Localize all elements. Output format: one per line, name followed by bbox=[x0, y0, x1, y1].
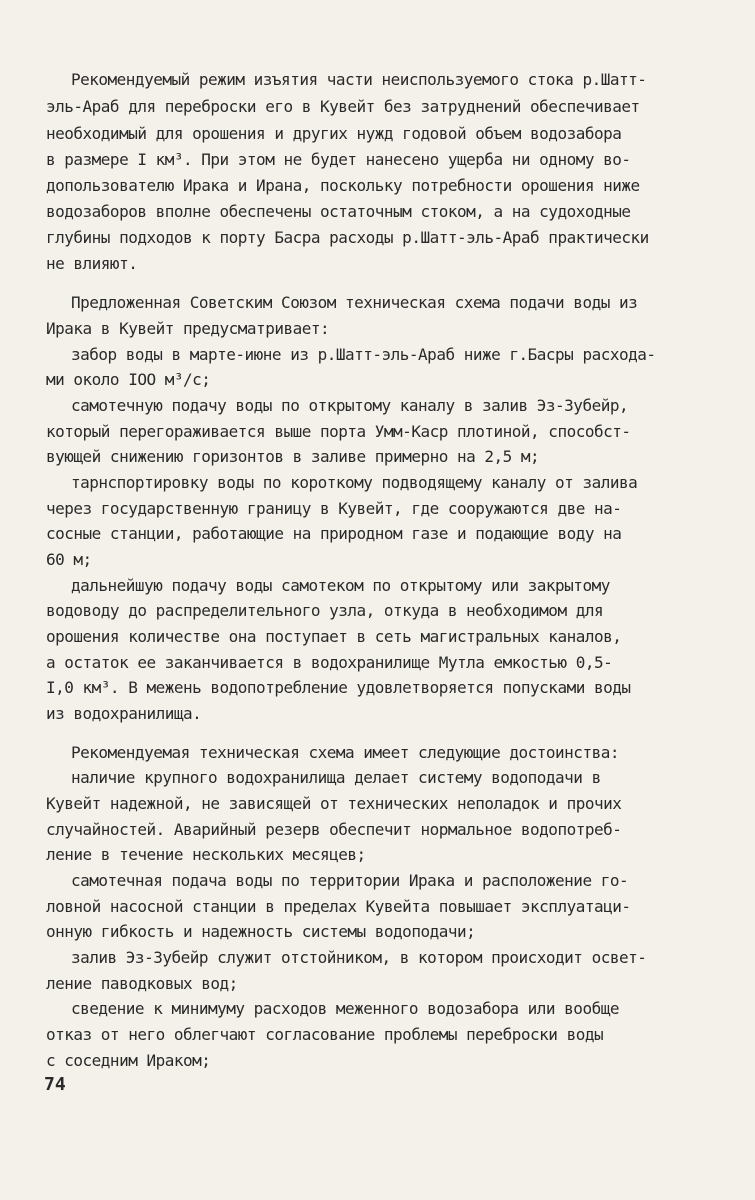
text-line: самотечную подачу воды по открытому каналу в залив Эз-Зубейр, bbox=[71, 396, 629, 415]
text-line: I,0 км³. В межень водопотребление удовлетворяется попусками воды bbox=[46, 678, 631, 697]
text-line: вующей снижению горизонтов в заливе примерно на 2,5 м; bbox=[46, 447, 540, 466]
text-line: Рекомендуемая техническая схема имеет следующие достоинства: bbox=[71, 743, 619, 762]
text-line: который перегораживается выше порта Умм-Каср плотиной, способст- bbox=[46, 422, 631, 441]
text-line: ление в течение нескольких месяцев; bbox=[46, 845, 366, 864]
text-line: Рекомендуемый режим изъятия части неиспользуемого стока р.Шатт- bbox=[71, 70, 647, 89]
page-number: 74 bbox=[44, 1074, 66, 1095]
text-line: ление паводковых вод; bbox=[46, 974, 238, 993]
text-line: орошения количестве она поступает в сеть магистральных каналов, bbox=[46, 627, 622, 646]
text-line: самотечная подача воды по территории Ирака и расположение го- bbox=[71, 871, 629, 890]
text-line: водозаборов вполне обеспечены остаточным стоком, а на судоходные bbox=[46, 202, 631, 221]
text-line: из водохранилища. bbox=[46, 704, 202, 723]
text-line: водоводу до распределительного узла, откуда в необходимом для bbox=[46, 601, 604, 620]
text-line: тарнспортировку воды по короткому подводящему каналу от залива bbox=[71, 473, 638, 492]
text-line: не влияют. bbox=[46, 254, 138, 273]
text-line: а остаток ее заканчивается в водохранилище Мутла емкостью 0,5- bbox=[46, 653, 613, 672]
text-line: в размере I км³. При этом не будет нанесено ущерба ни одному во- bbox=[46, 150, 631, 169]
text-line: залив Эз-Зубейр служит отстойником, в котором происходит освет- bbox=[71, 948, 647, 967]
text-line: сведение к минимуму расходов меженного водозабора или вообще bbox=[71, 999, 619, 1018]
text-line: эль-Араб для переброски его в Кувейт без затруднений обеспечивает bbox=[46, 97, 640, 116]
text-line: допользователю Ирака и Ирана, поскольку потребности орошения ниже bbox=[46, 176, 640, 195]
text-line: наличие крупного водохранилища делает систему водоподачи в bbox=[71, 768, 601, 787]
text-line: Ирака в Кувейт предусматривает: bbox=[46, 319, 330, 338]
text-line: Предложенная Советским Союзом техническая схема подачи воды из bbox=[71, 293, 638, 312]
text-line: сосные станции, работающие на природном газе и подающие воду на bbox=[46, 524, 622, 543]
text-line: забор воды в марте-июне из р.Шатт-эль-Араб ниже г.Басры расхода- bbox=[71, 345, 656, 364]
text-line: ловной насосной станции в пределах Кувейта повышает эксплуатаци- bbox=[46, 897, 631, 916]
text-line: дальнейшую подачу воды самотеком по открытому или закрытому bbox=[71, 576, 610, 595]
text-line: Кувейт надежной, не зависящей от технических неполадок и прочих bbox=[46, 794, 622, 813]
text-line: ми около IOO м³/с; bbox=[46, 370, 211, 389]
text-line: с соседним Ираком; bbox=[46, 1051, 211, 1070]
text-line: через государственную границу в Кувейт, где сооружаются две на- bbox=[46, 499, 622, 518]
text-line: необходимый для орошения и других нужд годовой объем водозабора bbox=[46, 124, 622, 143]
text-line: 60 м; bbox=[46, 550, 92, 569]
text-line: случайностей. Аварийный резерв обеспечит нормальное водопотреб- bbox=[46, 820, 622, 839]
text-line: онную гибкость и надежность системы водоподачи; bbox=[46, 922, 476, 941]
text-line: глубины подходов к порту Басра расходы р.Шатт-эль-Араб практически bbox=[46, 228, 649, 247]
text-line: отказ от него облегчают согласование проблемы переброски воды bbox=[46, 1025, 604, 1044]
